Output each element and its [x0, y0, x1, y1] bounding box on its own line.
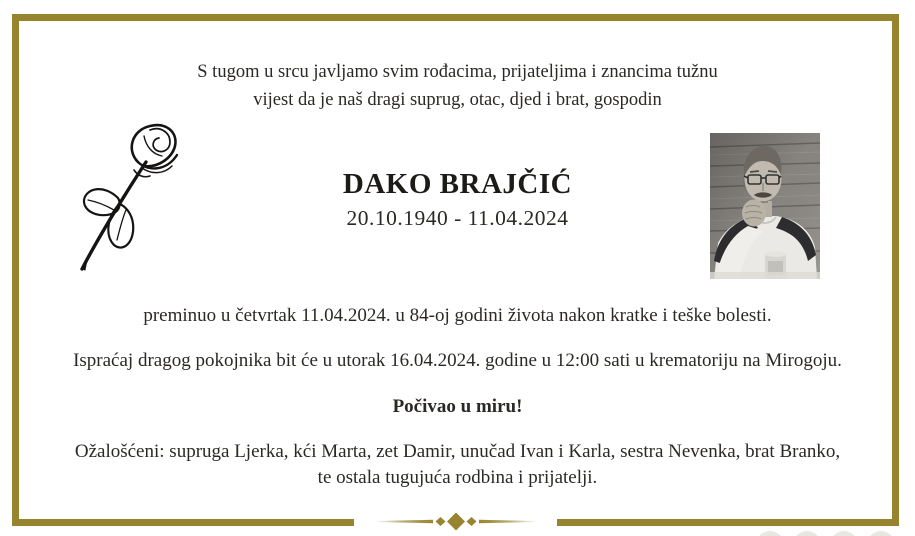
rest-in-peace-text: Počivao u miru! — [392, 396, 523, 417]
diamond-divider-icon — [375, 509, 537, 534]
deceased-name: DAKO BRAJČIĆ — [342, 168, 573, 200]
social-share-button[interactable] — [867, 531, 895, 536]
deceased-portrait-photo — [710, 133, 820, 279]
mourners-line-2: te ostala tugujuća rodbina i prijatelji. — [317, 467, 598, 488]
deceased-dates: 20.10.1940 - 11.04.2024 — [346, 206, 569, 230]
intro-line-1: S tugom u srcu javljamo svim rođacima, prijateljima i znancima tužnu — [197, 62, 718, 82]
social-share-button[interactable] — [830, 531, 858, 536]
social-share-button[interactable] — [793, 531, 821, 536]
death-notice-text: preminuo u četvrtak 11.04.2024. u 84-oj godini života nakon kratke i teške bolesti. — [143, 305, 772, 326]
rose-icon — [74, 122, 194, 282]
intro-line-2: vijest da je naš dragi suprug, otac, djed i brat, gospodin — [253, 90, 662, 110]
funeral-notice-text: Ispraćaj dragog pokojnika bit će u utorak 16.04.2024. godine u 12:00 sati u krematoriju na Mirogoju. — [73, 350, 842, 371]
intro-text — [19, 58, 896, 114]
social-share-button[interactable] — [756, 531, 784, 536]
mourners-text — [19, 439, 896, 491]
mourners-line-1: Ožalošćeni: supruga Ljerka, kći Marta, zet Damir, unučad Ivan i Karla, sestra Nevenka, brat Branko, — [74, 441, 841, 462]
